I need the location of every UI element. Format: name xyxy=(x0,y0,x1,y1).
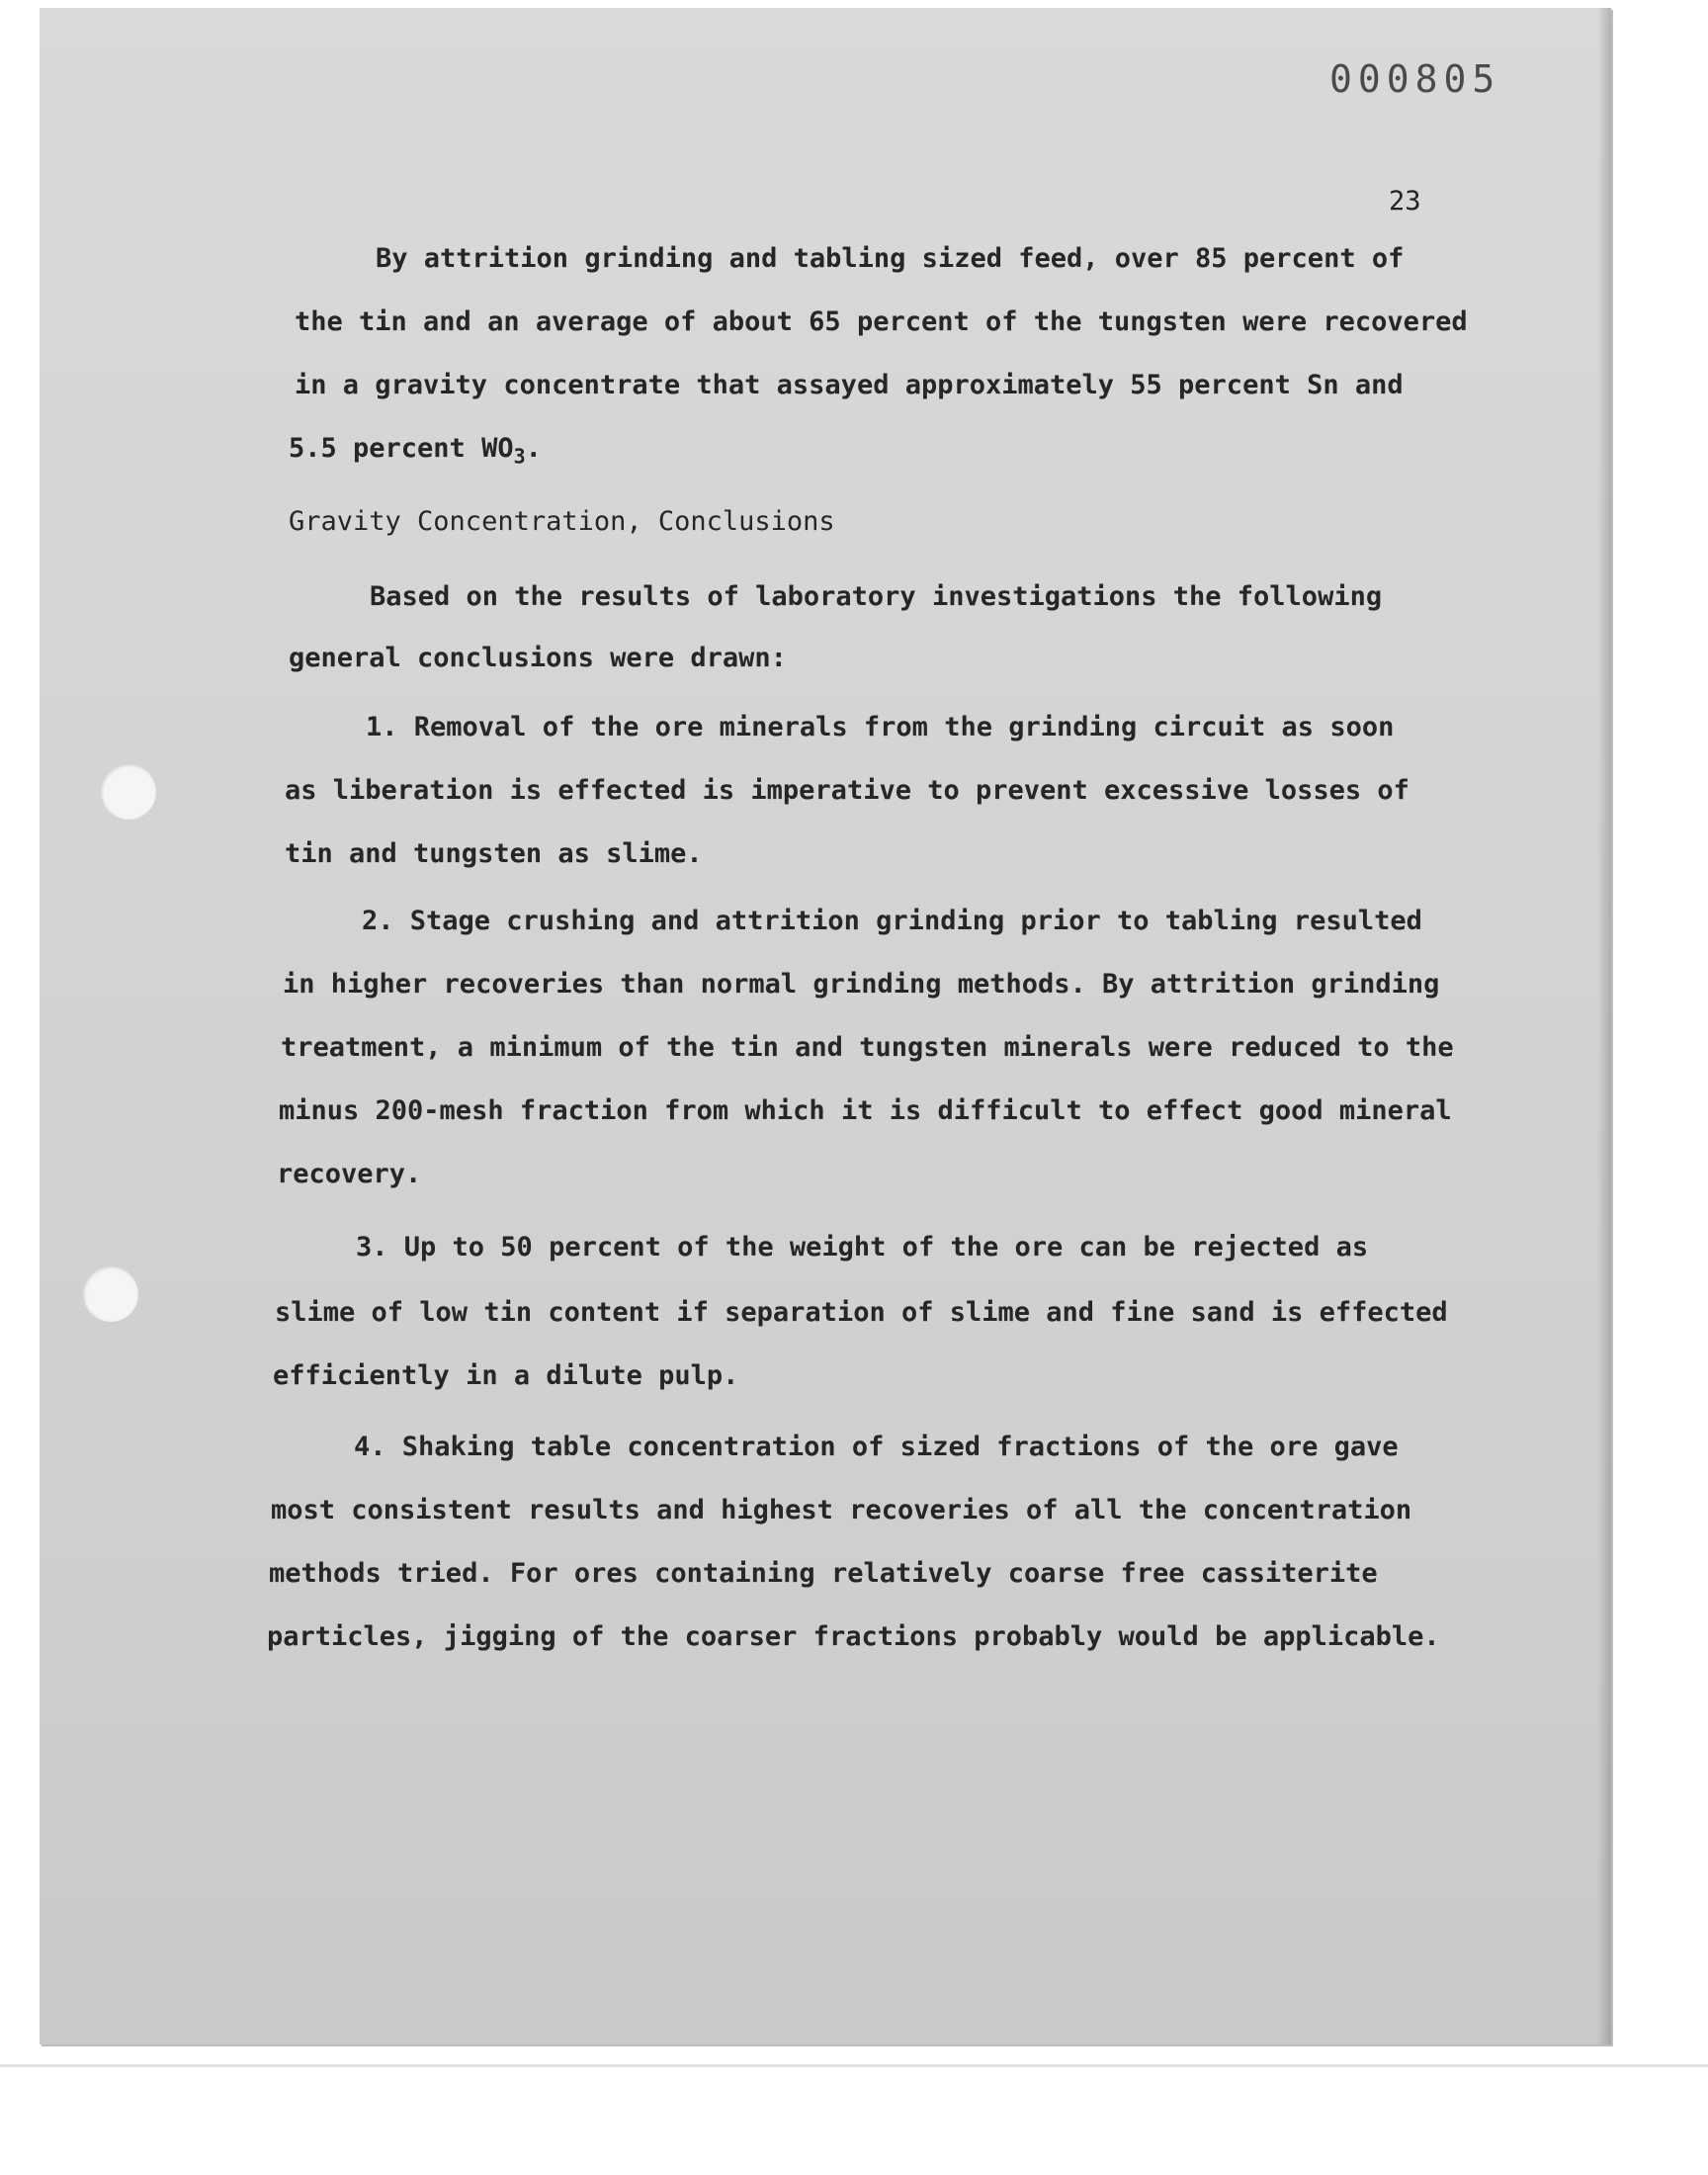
punch-hole-bottom xyxy=(83,1266,138,1322)
conclusion-2-line: recovery. xyxy=(277,1159,422,1189)
conclusion-1-line: tin and tungsten as slime. xyxy=(285,838,703,869)
subscript-three: 3 xyxy=(513,444,526,469)
conclusion-4-line: 4. Shaking table concentration of sized fractions of the ore gave xyxy=(354,1432,1399,1462)
intro-line: Based on the results of laboratory investigations the following xyxy=(370,581,1383,612)
conclusion-1-line: 1. Removal of the ore minerals from the grinding circuit as soon xyxy=(366,712,1395,742)
conclusion-3-line: 3. Up to 50 percent of the weight of the ore can be rejected as xyxy=(356,1232,1369,1262)
paragraph-1-period: . xyxy=(525,433,542,464)
conclusion-2-line: in higher recoveries than normal grinding methods. By attrition grinding xyxy=(283,969,1440,1000)
paragraph-1-line: By attrition grinding and tabling sized feed, over 85 percent of xyxy=(376,243,1405,274)
paragraph-1-line-last xyxy=(289,433,542,468)
conclusion-3-line: slime of low tin content if separation of slime and fine sand is effected xyxy=(275,1297,1448,1328)
conclusion-4-line: methods tried. For ores containing relatively coarse free cassiterite xyxy=(269,1558,1378,1589)
section-heading: Gravity Concentration, Conclusions xyxy=(289,506,835,537)
page-number: 23 xyxy=(1389,186,1421,217)
conclusion-3-line: efficiently in a dilute pulp. xyxy=(273,1360,739,1391)
conclusion-4-line: particles, jigging of the coarser fractions probably would be applicable. xyxy=(267,1621,1440,1652)
conclusion-4-line: most consistent results and highest recoveries of all the concentration xyxy=(271,1495,1412,1525)
paragraph-1-line-text: 5.5 percent WO xyxy=(289,433,514,464)
document-page xyxy=(40,8,1611,2044)
conclusion-2-line: treatment, a minimum of the tin and tungsten minerals were reduced to the xyxy=(281,1032,1454,1063)
punch-hole-top xyxy=(101,764,156,820)
page-bottom-edge xyxy=(0,2064,1708,2067)
paragraph-1-line: in a gravity concentrate that assayed approximately 55 percent Sn and xyxy=(295,370,1404,400)
paragraph-1-line: the tin and an average of about 65 percent of the tungsten were recovered xyxy=(295,306,1468,337)
conclusion-1-line: as liberation is effected is imperative to prevent excessive losses of xyxy=(285,775,1409,806)
document-number: 000805 xyxy=(1329,57,1501,101)
intro-line: general conclusions were drawn: xyxy=(289,643,787,673)
conclusion-2-line: 2. Stage crushing and attrition grinding prior to tabling resulted xyxy=(362,906,1422,936)
conclusion-2-line: minus 200-mesh fraction from which it is difficult to effect good mineral xyxy=(279,1095,1452,1126)
